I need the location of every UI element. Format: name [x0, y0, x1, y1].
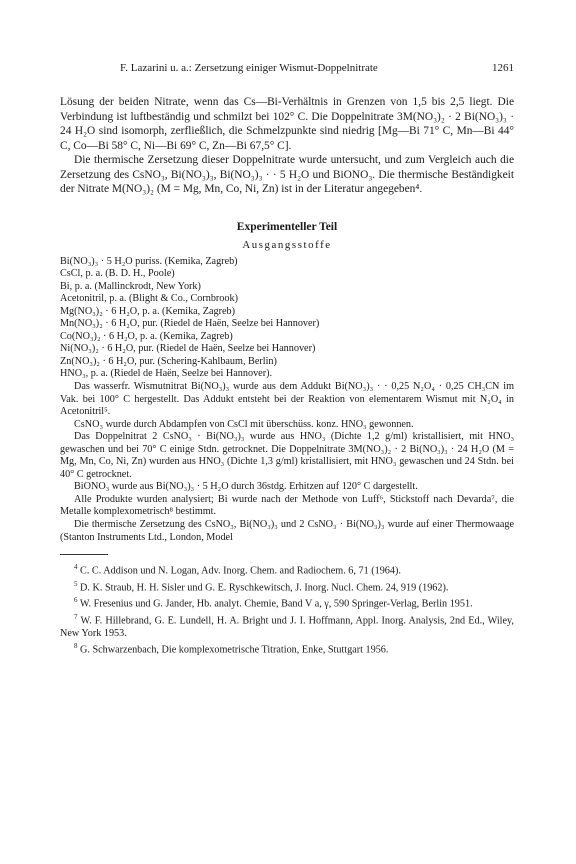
intro-paragraph: Lösung der beiden Nitrate, wenn das Cs—Bi-Verhältnis in Grenzen von 1,5 bis 2,5 liegt. Die Verbindung ist luftbeständig und schmilzt bei 102° C. Die Doppelnitrate 3M(NO₃)₂ · 2 Bi(NO₃)₃ · 24 H₂O sind isomorph, zerfließlich, die Schmelzpunkte sind niedrig [Mg—Bi 71° C, Mn—Bi 44° C, Co—Bi 58° C, Ni—Bi 69° C, Zn—Bi 67,5° C]. [60, 96, 514, 152]
intro-paragraph: Die thermische Zersetzung dieser Doppelnitrate wurde untersucht, und zum Vergleich auch die Zersetzung des CsNO₃, Bi(NO₃)₃, Bi(NO₃)₃ · · 5 H₂O und BiONO₃. Die thermische Beständigkeit der Nitrate M(NO₃)₂ (M = Mg, Mn, Co, Ni, Zn) ist in der Literatur angegeben⁴. [60, 154, 514, 195]
footnote-number: 6 [74, 596, 78, 605]
section-title: Experimenteller Teil [236, 220, 338, 233]
footnote [60, 611, 514, 640]
body-paragraph: Das wasserfr. Wismutnitrat Bi(NO₃)₃ wurde aus dem Addukt Bi(NO₃)₃ · · 0,25 N₂O₄ · 0,25 CH₃CN im Vak. bei 100° C hergestellt. Das Addukt entsteht bei der Reaktion von elementarem Wismut mit N₂O₄ in Acetonitril⁵. [60, 380, 514, 418]
page-header [60, 62, 514, 75]
footnote-number: 8 [74, 642, 78, 651]
body-paragraph: CsNO₃ wurde durch Abdampfen von CsCl mit überschüss. konz. HNO₃ gewonnen. [74, 418, 414, 430]
footnotes [60, 561, 514, 657]
material-item: Mn(NO₃)₂ · 6 H₂O, pur. (Riedel de Haën, Seelze bei Hannover) [60, 318, 320, 330]
subsection-title: Ausgangsstoffe [242, 238, 332, 251]
material-item: Ni(NO₃)₂ · 6 H₂O, pur. (Riedel de Haën, Seelze bei Hannover) [60, 343, 316, 355]
footnote-number: 7 [74, 613, 78, 622]
footnote-text: W. Fresenius und G. Jander, Hb. analyt. Chemie, Band V a, γ, 590 Springer-Verlag, Berlin 1951. [79, 598, 473, 610]
material-item: Acetonitril, p. a. (Blight & Co., Cornbrook) [60, 293, 238, 305]
footnote-number: 5 [74, 579, 78, 588]
material-item: Mg(NO₃)₂ · 6 H₂O, p. a. (Kemika, Zagreb) [60, 305, 236, 317]
page-number: 1261 [492, 62, 514, 74]
material-item: CsCl, p. a. (B. D. H., Poole) [60, 268, 175, 280]
footnote-text: C. C. Addison und N. Logan, Adv. Inorg. Chem. and Radiochem. 6, 71 (1964). [80, 565, 401, 577]
material-item: Bi, p. a. (Mallinckrodt, New York) [60, 280, 201, 292]
intro-section [60, 95, 514, 197]
footnote [60, 561, 514, 578]
body-paragraph: Alle Produkte wurden analysiert; Bi wurde nach der Methode von Luff⁶, Stickstoff nach Devarda⁷, die Metalle komplexometrisch⁸ bestimmt. [60, 493, 514, 518]
body-paragraph: Die thermische Zersetzung des CsNO₃, Bi(NO₃)₃ und 2 CsNO₃ · Bi(NO₃)₃ wurde auf einer Thermowaage (Stanton Instruments Ltd., London, Model [60, 518, 514, 543]
footnote-text: G. Schwarzenbach, Die komplexometrische Titration, Enke, Stuttgart 1956. [80, 644, 389, 656]
material-item: HNO₃, p. a. (Riedel de Haën, Seelze bei Hannover). [60, 368, 273, 380]
footnote-number: 4 [74, 563, 78, 572]
body-paragraph: BiONO₃ wurde aus Bi(NO₃)₃ · 5 H₂O durch 36stdg. Erhitzen auf 120° C dargestellt. [74, 481, 418, 493]
footnote [60, 578, 514, 595]
experimental-body [60, 381, 514, 544]
footnote [60, 640, 514, 657]
footnote-text: D. K. Straub, H. H. Sisler und G. E. Ryschkewitsch, J. Inorg. Nucl. Chem. 24, 919 (1962). [80, 582, 449, 594]
body-paragraph: Das Doppelnitrat 2 CsNO₃ · Bi(NO₃)₃ wurde aus HNO₃ (Dichte 1,2 g/ml) kristallisiert, mit HNO₃ gewaschen und bei 70° C einige Stdn. getrocknet. Die Doppelnitrate 3M(NO₃)₂ · 2 Bi(NO₃)₃ · 24 H₂O (M = Mg, Mn, Co, Ni, Zn) wurden aus HNO₃ (Dichte 1,3 g/ml) kristallisiert, mit HNO₃ gewaschen und 24 Stdn. bei 40° C getrocknet. [60, 431, 514, 480]
material-item: Co(NO₃)₂ · 6 H₂O, p. a. (Kemika, Zagreb) [60, 330, 233, 342]
material-item: Bi(NO₃)₃ · 5 H₂O puriss. (Kemika, Zagreb) [60, 255, 238, 267]
footnote [60, 594, 514, 611]
page [60, 62, 514, 657]
materials-list [60, 256, 514, 381]
footnote-divider [60, 554, 108, 555]
material-item: Zn(NO₃)₂ · 6 H₂O, pur. (Schering-Kahlbaum, Berlin) [60, 355, 277, 367]
footnote-text: W. F. Hillebrand, G. E. Lundell, H. A. Bright und J. I. Hoffmann, Appl. Inorg. Analysis, 2nd Ed., Wiley, New York 1953. [60, 615, 514, 639]
running-title: F. Lazarini u. a.: Zersetzung einiger Wismut-Doppelnitrate [120, 62, 378, 74]
